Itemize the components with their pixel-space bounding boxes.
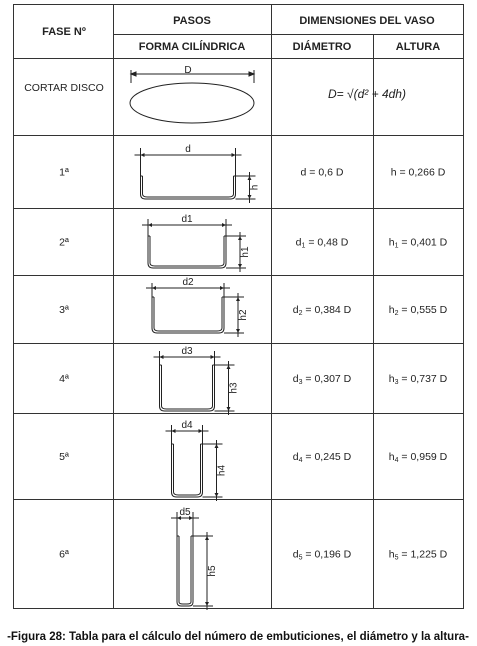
diameter-value: d5 = 0,196 D	[292, 548, 352, 562]
height-label: h2	[238, 309, 249, 321]
header-diametro: DIÁMETRO	[292, 41, 352, 53]
disc-drawing	[130, 70, 254, 123]
diameter-value: d4 = 0,245 D	[292, 451, 352, 464]
cup-drawing	[171, 512, 213, 610]
height-value: h = 0,266 D	[390, 166, 446, 179]
height-label: h5	[207, 565, 218, 577]
stage-row-2	[59, 214, 448, 272]
diameter-label: d3	[181, 346, 193, 357]
height-value: h4 = 0,959 D	[388, 451, 448, 464]
fase-label: 4ª	[59, 373, 69, 385]
diameter-value: d1 = 0,48 D	[295, 236, 349, 250]
fase-cortar-disco: CORTAR DISCO	[24, 82, 104, 94]
header-fase: FASE Nº	[42, 26, 86, 38]
height-value: h3 = 0,737 D	[388, 373, 448, 386]
stage-row-4	[59, 346, 448, 415]
diameter-value: d3 = 0,307 D	[292, 373, 352, 386]
cup-drawing	[166, 425, 223, 501]
stage-row-3	[59, 277, 448, 337]
diameter-value: d = 0,6 D	[300, 166, 344, 179]
stage-row-1	[59, 144, 446, 203]
header-dimensiones: DIMENSIONES DEL VASO	[299, 15, 435, 27]
height-label: h1	[240, 246, 251, 258]
fase-label: 6ª	[59, 548, 69, 561]
cup-drawing	[154, 351, 235, 415]
height-value: h5 = 1,225 D	[388, 548, 448, 562]
cup-drawing	[135, 148, 256, 203]
fase-label: 1ª	[59, 166, 69, 179]
fase-label: 3ª	[59, 304, 69, 316]
diameter-label: d4	[181, 420, 193, 431]
header-pasos: PASOS	[173, 15, 211, 27]
height-label: h	[249, 184, 261, 191]
diameter-label: d	[185, 144, 191, 155]
diameter-label: d2	[182, 277, 194, 288]
height-label: h3	[228, 382, 240, 394]
diameter-value: d2 = 0,384 D	[292, 304, 352, 317]
diameter-label: d1	[181, 214, 193, 225]
height-value: h2 = 0,555 D	[388, 304, 448, 317]
header-forma: FORMA CILÍNDRICA	[138, 41, 246, 53]
cup-drawing	[146, 283, 244, 337]
figure-caption: -Figura 28: Tabla para el cálculo del número de embuticiones, el diámetro y la altura-	[7, 631, 469, 643]
height-value: h1 = 0,401 D	[388, 236, 448, 250]
stage-row-6	[59, 507, 448, 610]
fase-label: 2ª	[59, 236, 69, 249]
fase-label: 5ª	[59, 451, 69, 463]
height-label: h4	[216, 464, 228, 477]
diameter-label: d5	[179, 507, 191, 518]
disc-diameter-label: D	[184, 65, 192, 76]
stage-row-5	[59, 420, 448, 501]
cup-drawing	[142, 219, 246, 272]
header-altura: ALTURA	[395, 41, 441, 53]
disc-formula: D= √(d² + 4dh)	[328, 87, 406, 101]
